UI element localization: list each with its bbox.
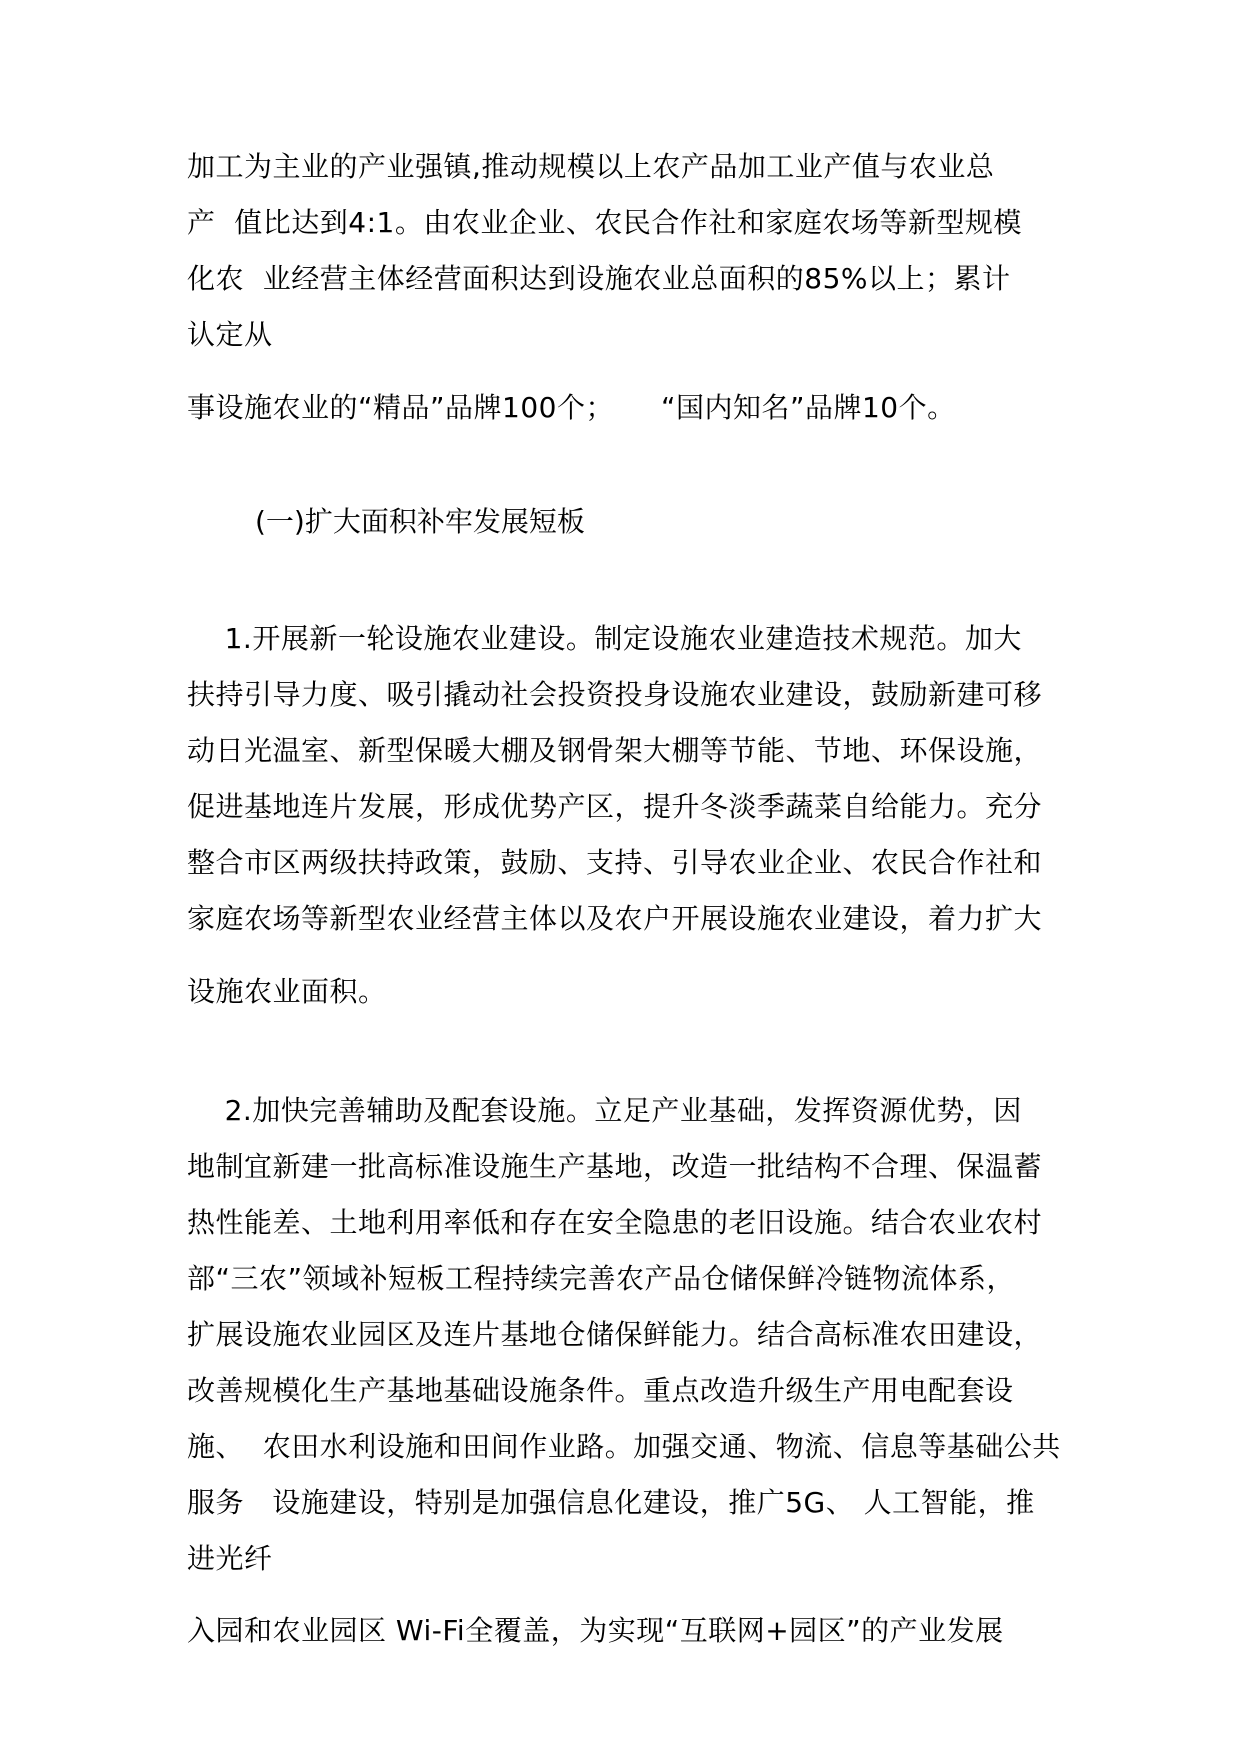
text-line: 部“三农”领域补短板工程持续完善农产品仓储保鲜冷链物流体系， — [187, 1262, 1016, 1295]
text-line: 整合市区两级扶持政策，鼓励、支持、引导农业企业、农民合作社和 — [187, 846, 1043, 879]
text-line: 事设施农业的“精品”品牌100个； “国内知名”品牌10个。 — [187, 391, 956, 424]
text-line: 认定从 — [187, 318, 273, 351]
text-line: 加工为主业的产业强镇,推动规模以上农产品加工业产值与农业总 — [187, 150, 995, 183]
text-line: 施、 农田水利设施和田间作业路。加强交通、物流、信息等基础公共 — [187, 1430, 1061, 1463]
text-line: 进光纤 — [187, 1542, 273, 1575]
text-line: 服务 设施建设，特别是加强信息化建设，推广5G、 人工智能，推 — [187, 1486, 1035, 1519]
text-line: 产 值比达到4:1。由农业企业、农民合作社和家庭农场等新型规模 — [187, 206, 1022, 239]
text-line: 扶持引导力度、吸引撬动社会投资投身设施农业建设，鼓励新建可移 — [187, 678, 1043, 711]
paragraph-first-line: 1.开展新一轮设施农业建设。制定设施农业建造技术规范。加大 — [187, 622, 1022, 655]
text-line: 地制宜新建一批高标准设施生产基地，改造一批结构不合理、保温蓄 — [187, 1150, 1043, 1183]
text-line: 改善规模化生产基地基础设施条件。重点改造升级生产用电配套设 — [187, 1374, 1014, 1407]
text-line: 入园和农业园区 Wi-Fi全覆盖，为实现“互联网+园区”的产业发展 — [187, 1614, 1004, 1647]
paragraph-first-line: 2.加快完善辅助及配套设施。立足产业基础，发挥资源优势，因 — [187, 1094, 1022, 1127]
section-heading: (一)扩大面积补牢发展短板 — [255, 505, 585, 538]
text-line: 促进基地连片发展，形成优势产区，提升冬淡季蔬菜自给能力。充分 — [187, 790, 1043, 823]
text-line: 扩展设施农业园区及连片基地仓储保鲜能力。结合高标准农田建设， — [187, 1318, 1043, 1351]
text-line: 设施农业面积。 — [187, 975, 387, 1008]
text-line: 动日光温室、新型保暖大棚及钢骨架大棚等节能、节地、环保设施， — [187, 734, 1043, 767]
text-line: 化农 业经营主体经营面积达到设施农业总面积的85%以上；累计 — [187, 262, 1011, 295]
text-line: 热性能差、土地利用率低和存在安全隐患的老旧设施。结合农业农村 — [187, 1206, 1043, 1239]
text-line: 家庭农场等新型农业经营主体以及农户开展设施农业建设，着力扩大 — [187, 902, 1043, 935]
